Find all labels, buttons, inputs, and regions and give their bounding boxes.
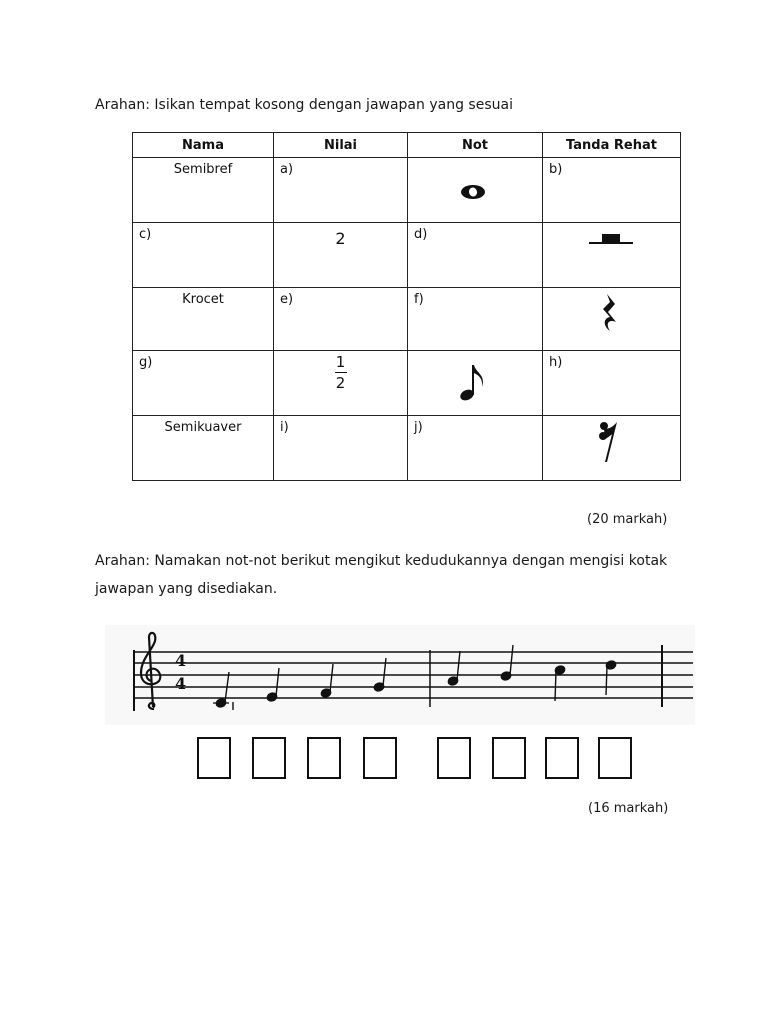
marks-section-1: (20 markah) [587,512,668,527]
answer-box[interactable] [545,737,579,779]
value-2: 2 [335,229,346,248]
time-sig-bottom: 4 [175,674,187,693]
nama-semibref: Semibref [173,162,233,177]
cell-nilai [274,351,408,416]
blank-i: i) [280,420,289,435]
table-row [133,288,681,351]
header-not: Not [408,133,543,158]
quarter-rest-icon [599,292,623,334]
instruction-1-label: Arahan: [95,97,150,113]
blank-h: h) [549,355,563,370]
cell-nama [133,416,274,481]
table-row [133,416,681,481]
header-nama: Nama [133,133,274,158]
cell-nilai [274,223,408,288]
time-sig-top: 4 [175,651,187,670]
cell-not[interactable] [408,288,543,351]
cell-nilai[interactable] [274,158,408,223]
cell-nama [133,158,274,223]
table-row [133,351,681,416]
instruction-2-text: Namakan not-not berikut mengikut kedudukannya dengan mengisi kotak jawapan yang disediakan. [95,553,668,597]
cell-nama [133,288,274,351]
instruction-1 [95,95,513,115]
fraction-denominator: 2 [335,374,346,392]
cell-rehat [543,223,681,288]
cell-nilai[interactable] [274,288,408,351]
blank-c: c) [139,227,152,242]
half-rest-icon [587,229,637,249]
cell-nilai[interactable] [274,416,408,481]
answer-box[interactable] [437,737,471,779]
nama-krocet: Krocet [182,292,224,307]
music-staff [105,625,695,725]
nama-semikuaver: Semikuaver [164,420,242,435]
instruction-1-text: Isikan tempat kosong dengan jawapan yang sesuai [154,97,513,113]
blank-d: d) [414,227,428,242]
header-nilai: Nilai [274,133,408,158]
fraction-bar [335,372,347,373]
header-tanda-rehat: Tanda Rehat [543,133,681,158]
answer-box[interactable] [307,737,341,779]
cell-rehat[interactable] [543,158,681,223]
value-half [274,353,407,392]
cell-rehat [543,416,681,481]
blank-a: a) [280,162,294,177]
cell-rehat[interactable] [543,351,681,416]
blank-b: b) [549,162,563,177]
cell-not[interactable] [408,223,543,288]
answer-box[interactable] [363,737,397,779]
fraction-numerator: 1 [335,353,346,371]
table-header-row [133,133,681,158]
answer-box[interactable] [197,737,231,779]
answer-box[interactable] [252,737,286,779]
eighth-note-icon [458,361,488,403]
marks-section-2: (16 markah) [588,801,669,816]
cell-nama[interactable] [133,223,274,288]
sixteenth-rest-icon [595,418,625,464]
instruction-2-label: Arahan: [95,553,150,569]
whole-note-icon [458,182,488,202]
cell-not [408,351,543,416]
cell-nama[interactable] [133,351,274,416]
instruction-2 [95,547,695,603]
cell-not [408,158,543,223]
cell-not[interactable] [408,416,543,481]
answer-box[interactable] [598,737,632,779]
cell-rehat [543,288,681,351]
music-table [132,132,681,481]
table-row [133,158,681,223]
blank-j: j) [414,420,423,435]
blank-f: f) [414,292,424,307]
blank-g: g) [139,355,153,370]
answer-box[interactable] [492,737,526,779]
blank-e: e) [280,292,294,307]
table-row [133,223,681,288]
